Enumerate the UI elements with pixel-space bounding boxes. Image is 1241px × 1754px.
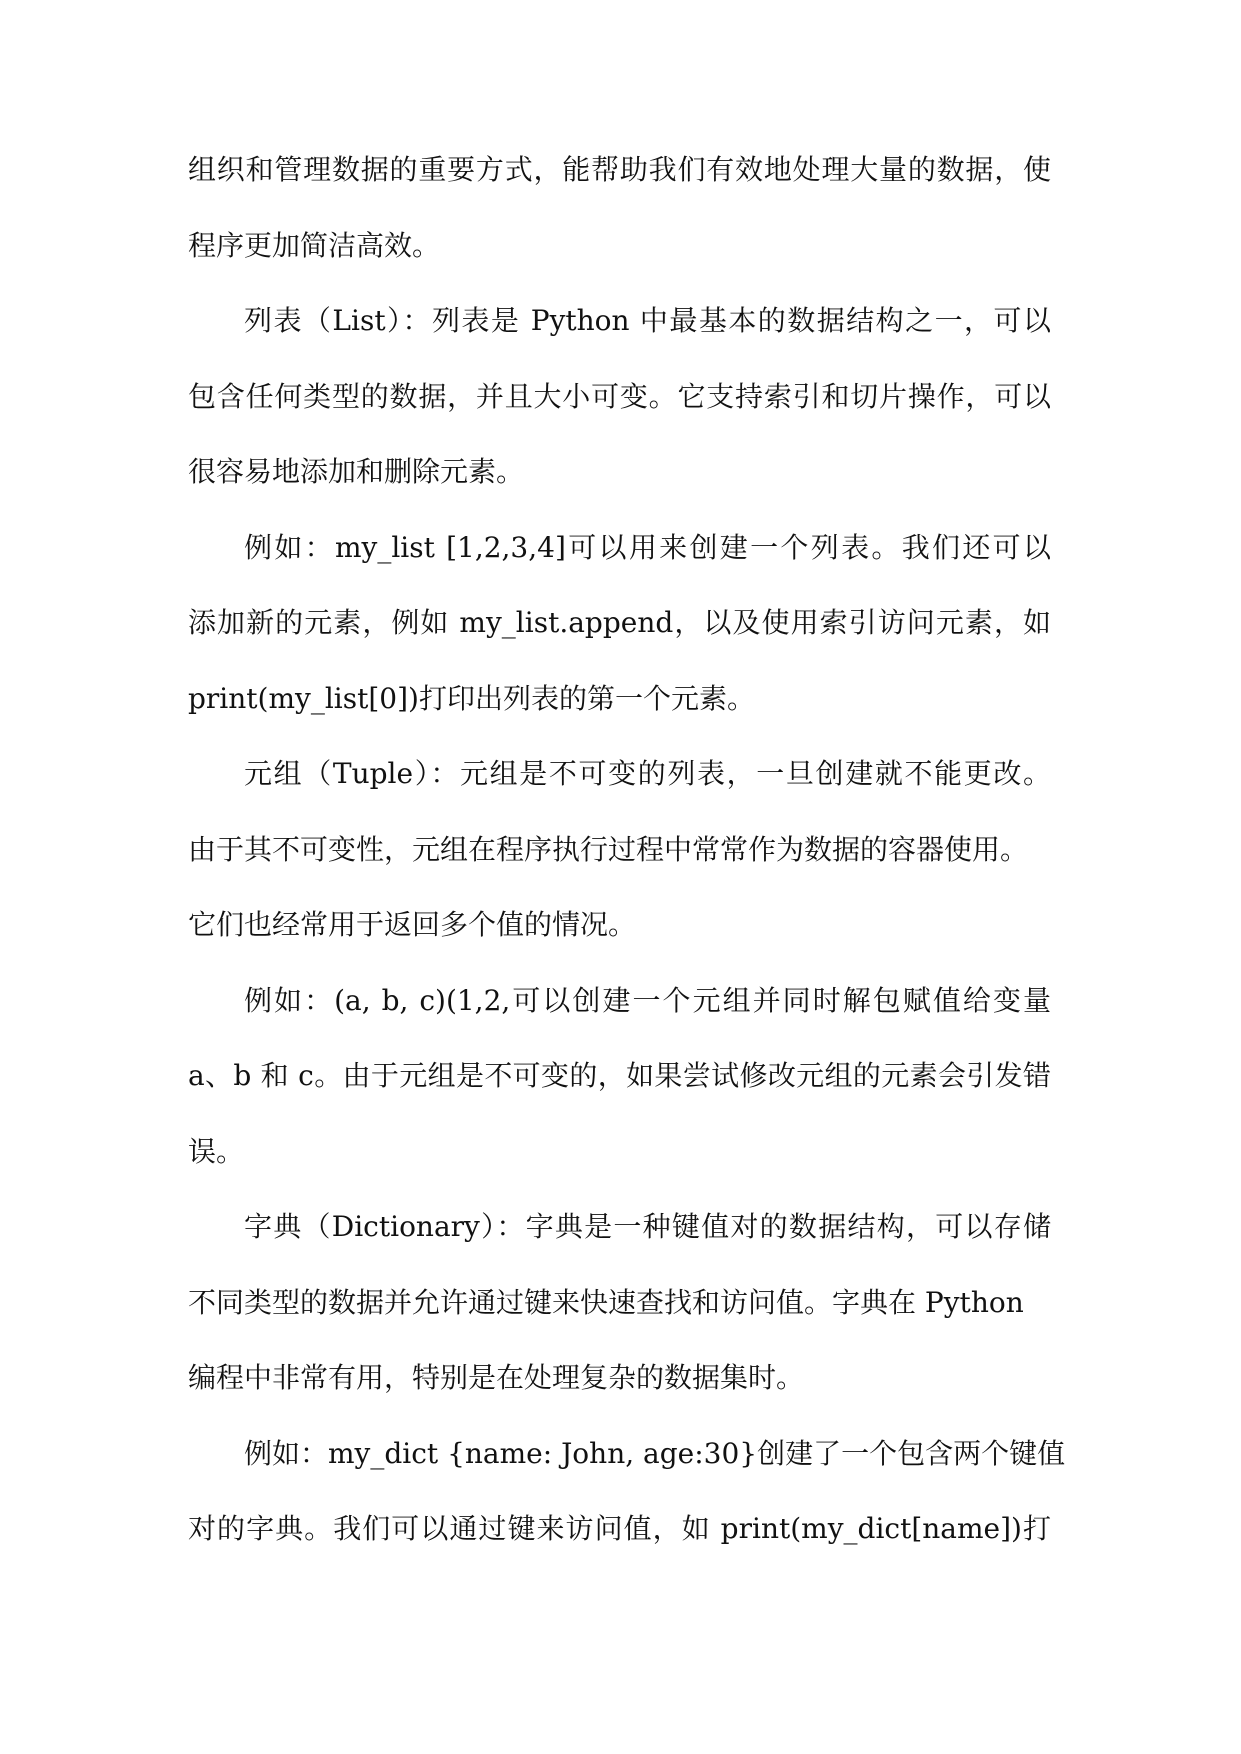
paragraph-line: 例如：my_dict {name: John, age:30}创建了一个包含两个键值 [244, 1436, 1066, 1470]
paragraph-line: a、b 和 c。由于元组是不可变的，如果尝试修改元组的元素会引发错 [188, 1059, 1051, 1092]
paragraph-line: 由于其不可变性，元组在程序执行过程中常常作为数据的容器使用。 [188, 832, 1029, 866]
paragraph-line: 误。 [188, 1134, 245, 1168]
paragraph-line: 例如：(a, b, c)(1,2,可以创建一个元组并同时解包赋值给变量 [244, 983, 1051, 1017]
paragraph-line: 程序更加简洁高效。 [188, 228, 441, 262]
paragraph [188, 736, 1241, 963]
paragraph-line: print(my_list[0])打印出列表的第一个元素。 [188, 681, 755, 715]
paragraph-line: 例如：my_list [1,2,3,4]可以用来创建一个列表。我们还可以 [244, 530, 1051, 564]
paragraph [188, 283, 1241, 510]
paragraph [188, 1189, 1241, 1416]
paragraph-line: 元组（Tuple）：元组是不可变的列表，一旦创建就不能更改。 [244, 757, 1051, 790]
paragraph-line: 编程中非常有用，特别是在处理复杂的数据集时。 [188, 1361, 805, 1394]
paragraph-line: 列表（List）：列表是 Python 中最基本的数据结构之一，可以 [244, 304, 1051, 337]
paragraph [188, 1416, 1241, 1567]
paragraph-line: 组织和管理数据的重要方式，能帮助我们有效地处理大量的数据，使 [188, 153, 1051, 186]
paragraph-line: 很容易地添加和删除元素。 [188, 455, 525, 488]
paragraph-line: 包含任何类型的数据，并且大小可变。它支持索引和切片操作，可以 [188, 379, 1051, 413]
paragraph [188, 132, 1241, 283]
paragraph-line: 它们也经常用于返回多个值的情况。 [188, 908, 637, 941]
paragraph [188, 510, 1241, 737]
paragraph-line: 不同类型的数据并允许通过键来快速查找和访问值。字典在 Python [188, 1285, 1024, 1319]
paragraph-line: 添加新的元素，例如 my_list.append，以及使用索引访问元素，如 [188, 606, 1051, 639]
paragraph-line: 对的字典。我们可以通过键来访问值，如 print(my_dict[name])打 [188, 1512, 1051, 1545]
paragraph-line: 字典（Dictionary）：字典是一种键值对的数据结构，可以存储 [244, 1210, 1051, 1243]
paragraph [188, 963, 1241, 1190]
